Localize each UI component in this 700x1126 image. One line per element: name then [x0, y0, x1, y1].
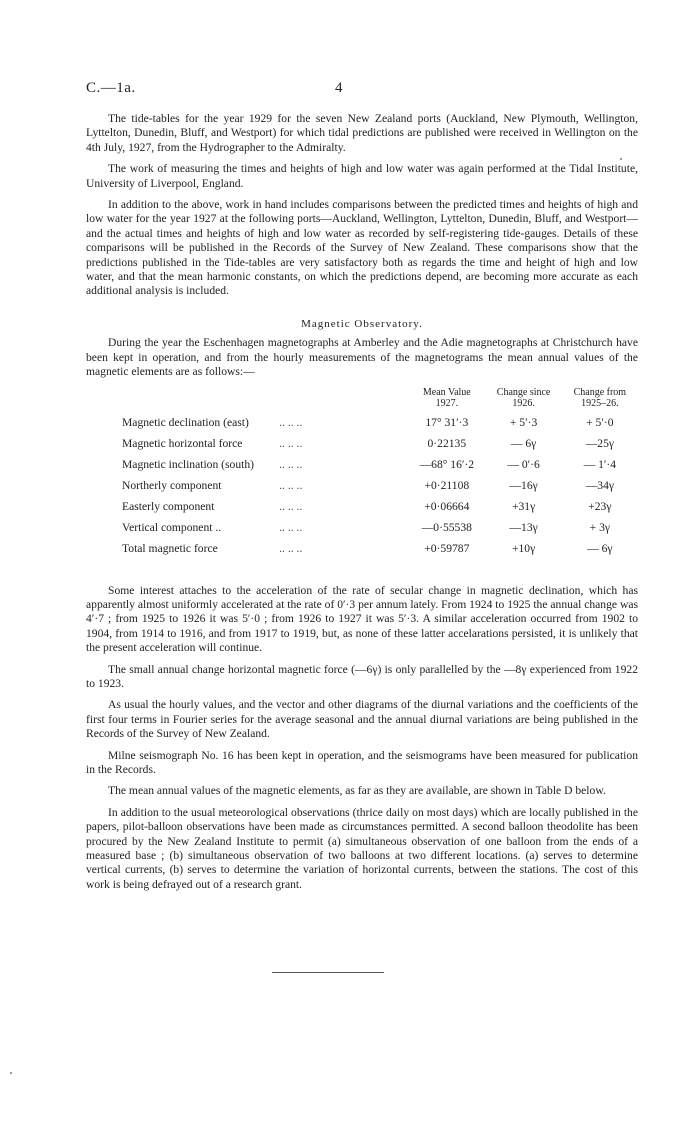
paragraph-horizontal-force: The small annual change horizontal magnetic force (—6γ) is only parallelled by the —8γ experienced from 1922 to 1923. — [86, 662, 638, 690]
table-row — [118, 539, 638, 560]
section-title-magnetic-observatory: Magnetic Observatory. — [301, 317, 423, 330]
change-from: —34γ — [585, 478, 614, 492]
paragraph-seismograph: Milne seismograph No. 16 has been kept in operation, and the seismograms have been measured for publication in the Records. — [86, 748, 638, 776]
table-row — [118, 497, 638, 518]
paragraph-table-d: The mean annual values of the magnetic elements, as far as they are available, are shown in Table D below. — [108, 784, 606, 798]
table-row — [118, 434, 638, 455]
change-from: — 1′·4 — [583, 457, 617, 471]
element-label: Magnetic inclination (south) — [122, 457, 255, 471]
change-from: —25γ — [585, 436, 614, 450]
magnetic-elements-table — [118, 387, 638, 560]
paragraph-secular-change: Some interest attaches to the acceleration of the rate of secular change in magnetic declination, which has apparently almost uniformly accelerated at the rate of 0′·3 per annum lately. From 1924 to 1925 the annual change was 4′·7 ; from 1925 to 1926 it was 5′·0 ; from 1926 to 1927 it was 5′·3. A similar acceleration occurred from 1902 to 1904, from 1914 to 1916, and from 1917 to 1919, but, as none of these latter accelarations persisted, it is unlikely that the present acceleration will continue. — [86, 583, 638, 655]
mean-value: —0·55538 — [421, 520, 472, 534]
mean-value: +0·21108 — [424, 478, 470, 492]
leader-dots: .. .. .. — [279, 541, 303, 555]
column-header-change-since: Change since 1926. — [496, 386, 551, 409]
element-label: Total magnetic force — [122, 541, 218, 555]
closing-rule — [272, 972, 384, 973]
paragraph-comparisons: In addition to the above, work in hand includes comparisons between the predicted times and heights of high and low water for the year 1927 at the following ports—Auckland, Wellington, Lyttelton, Dunedin, Bluff, and Westport—and the actual times and heights of high and low water as recorded by self-registering tide-gauges. Details of these comparisons will be published in the Records of the Survey of New Zealand. These comparisons show that the predictions published in the Tide-tables are very satisfactory both as regards the time and height of high and low water, and that the mean harmonic constants, on which the predictions depend, are becoming more accurate as each additional analysis is included. — [86, 198, 638, 298]
scan-speck — [620, 158, 622, 160]
column-header-dots — [275, 387, 408, 413]
element-label: Magnetic declination (east) — [122, 415, 249, 429]
element-label: Magnetic horizontal force — [122, 436, 243, 450]
table-header-row — [118, 387, 638, 413]
change-since: — 0′·6 — [507, 457, 540, 471]
change-since: +31γ — [511, 499, 536, 513]
leader-dots: .. .. .. — [279, 499, 303, 513]
leader-dots: .. .. .. — [279, 457, 303, 471]
mean-value: —68° 16′·2 — [419, 457, 475, 471]
paragraph-tide-tables: The tide-tables for the year 1929 for the seven New Zealand ports (Auckland, New Plymouth, Wellington, Lyttelton, Dunedin, Bluff, and Westport) for which tidal predictions are published were received in Wellington on the 4th July, 1927, from the Hydrographer to the Admiralty. — [86, 112, 638, 154]
table-row — [118, 455, 638, 476]
table-row — [118, 476, 638, 497]
document-body — [86, 112, 638, 899]
change-from: +23γ — [588, 499, 612, 513]
leader-dots: .. .. .. — [279, 478, 303, 492]
leader-dots: .. .. .. — [279, 520, 303, 534]
change-from: — 6γ — [587, 541, 613, 555]
leader-dots: .. .. .. — [279, 415, 303, 429]
column-header-element — [118, 387, 275, 413]
paragraph-hourly-values: As usual the hourly values, and the vector and other diagrams of the diurnal variations and the coefficients of the first four terms in Fourier series for the average seasonal and the annual diurnal variations are being published in the Records of the Survey of New Zealand. — [86, 698, 638, 741]
mean-value: 0·22135 — [427, 436, 467, 450]
table-row — [118, 518, 638, 539]
table-row — [118, 413, 638, 434]
change-since: — 6γ — [510, 436, 537, 450]
column-header-change-from: Change from 1925–26. — [573, 386, 627, 409]
change-since: —13γ — [509, 520, 538, 534]
change-from: + 5′·0 — [586, 415, 614, 429]
paragraph-magnetographs: During the year the Eschenhagen magnetographs at Amberley and the Adie magnetographs at Christchurch have been kept in operation, and from the hourly measurements of the magnetograms the mean annual values of the magnetic elements are as follows:— — [86, 336, 638, 379]
paragraph-tidal-institute: The work of measuring the times and heights of high and low water was again performed at the Tidal Institute, University of Liverpool, England. — [86, 162, 638, 190]
mean-value: +0·59787 — [424, 541, 470, 555]
element-label: Northerly component — [122, 478, 222, 492]
scan-speck — [10, 1072, 12, 1074]
mean-value: +0·06664 — [424, 499, 470, 513]
leader-dots: .. .. .. — [279, 436, 303, 450]
mean-value: 17° 31′·3 — [425, 415, 469, 429]
change-since: —16γ — [509, 478, 538, 492]
change-since: + 5′·3 — [509, 415, 538, 429]
element-label: Easterly component — [122, 499, 215, 513]
element-label: Vertical component .. — [122, 520, 222, 534]
change-since: +10γ — [511, 541, 536, 555]
column-header-mean-value: Mean Value 1927. — [422, 386, 471, 409]
section-code: C.—1a. — [86, 80, 136, 96]
change-from: + 3γ — [589, 520, 611, 534]
paragraph-pilot-balloon: In addition to the usual meteorological observations (thrice daily on most days) which are locally published in the papers, pilot-balloon observations have been made as circumstances permitted. A second balloon theodolite has been procured by the New Zealand Institute to permit (a) simultaneous observation of one balloon from the ends of a measured base ; (b) simultaneous observation of two balloons at two different locations. (a) serves to determine vertical currents, (b) serves to determine the variation of horizontal currents, between the stations. The cost of this work is being defrayed out of a research grant. — [86, 805, 638, 891]
page-number: 4 — [335, 80, 343, 96]
